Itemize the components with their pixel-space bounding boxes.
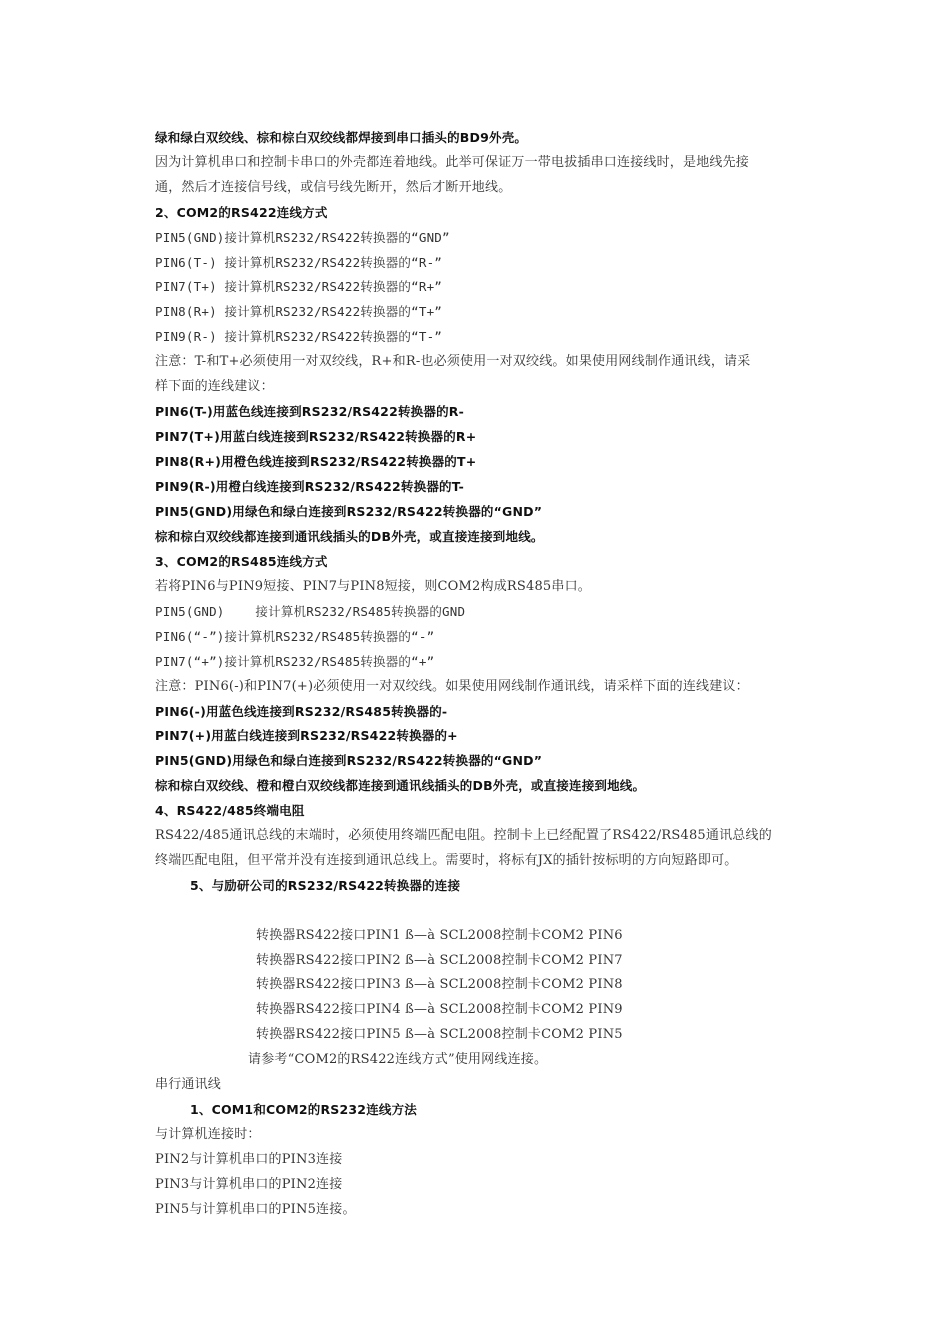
text-line: PIN6(T-) 接计算机RS232/RS422转换器的“R-” <box>155 255 443 270</box>
text-line: 转换器RS422接口PIN5 ß—à SCL2008控制卡COM2 PIN5 <box>256 1027 623 1042</box>
text-line: PIN3与计算机串口的PIN2连接 <box>155 1177 343 1192</box>
text-line: PIN8(R+)用橙色线连接到RS232/RS422转换器的T+ <box>155 454 477 469</box>
text-line: PIN5(GND) 接计算机RS232/RS485转换器的GND <box>155 604 466 619</box>
section-heading: 1、COM1和COM2的RS232连线方法 <box>190 1102 417 1117</box>
text-line: 转换器RS422接口PIN2 ß—à SCL2008控制卡COM2 PIN7 <box>256 953 623 968</box>
text-line: PIN5(GND)用绿色和绿白连接到RS232/RS422转换器的“GND” <box>155 504 543 519</box>
text-line: 棕和棕白双绞线都连接到通讯线插头的DB外壳，或直接连接到地线。 <box>155 529 544 544</box>
text-line: 绿和绿白双绞线、棕和棕白双绞线都焊接到串口插头的BD9外壳。 <box>155 130 528 145</box>
text-line: PIN6(-)用蓝色线连接到RS232/RS485转换器的- <box>155 704 448 719</box>
text-line: PIN6(“-”)接计算机RS232/RS485转换器的“-” <box>155 629 435 644</box>
text-line: 与计算机连接时： <box>155 1127 261 1142</box>
text-line: 棕和棕白双绞线、橙和橙白双绞线都连接到通讯线插头的DB外壳，或直接连接到地线。 <box>155 778 646 793</box>
text-line: PIN5(GND)用绿色和绿白连接到RS232/RS422转换器的“GND” <box>155 753 543 768</box>
section-heading: 4、RS422/485终端电阻 <box>155 803 305 818</box>
text-line: PIN7(“+”)接计算机RS232/RS485转换器的“+” <box>155 654 435 669</box>
text-line: 因为计算机串口和控制卡串口的外壳都连着地线。此举可保证万一带电拔插串口连接线时，是地线先接 <box>155 155 750 170</box>
text-line: PIN7(+)用蓝白线连接到RS232/RS422转换器的+ <box>155 728 458 743</box>
section-heading: 2、COM2的RS422连线方式 <box>155 205 328 220</box>
text-line: 若将PIN6与PIN9短接、PIN7与PIN8短接，则COM2构成RS485串口。 <box>155 579 592 594</box>
text-line: PIN8(R+) 接计算机RS232/RS422转换器的“T+” <box>155 304 443 319</box>
text-line: PIN5与计算机串口的PIN5连接。 <box>155 1202 356 1217</box>
text-line: 终端匹配电阻，但平常并没有连接到通讯总线上。需要时，将标有JX的插针按标明的方向短路即可。 <box>155 853 738 868</box>
section-heading: 5、与励研公司的RS232/RS422转换器的连接 <box>190 878 461 893</box>
text-line: PIN9(R-)用橙白线连接到RS232/RS422转换器的T- <box>155 479 464 494</box>
text-line: 转换器RS422接口PIN1 ß—à SCL2008控制卡COM2 PIN6 <box>256 928 623 943</box>
text-line: 样下面的连线建议： <box>155 379 274 394</box>
text-line: PIN5(GND)接计算机RS232/RS422转换器的“GND” <box>155 230 450 245</box>
text-line: 通，然后才连接信号线，或信号线先断开，然后才断开地线。 <box>155 180 512 195</box>
text-line: 串行通讯线 <box>155 1077 222 1092</box>
text-line: PIN6(T-)用蓝色线连接到RS232/RS422转换器的R- <box>155 404 464 419</box>
text-line: 转换器RS422接口PIN3 ß—à SCL2008控制卡COM2 PIN8 <box>256 977 623 992</box>
text-line: PIN7(T+)用蓝白线连接到RS232/RS422转换器的R+ <box>155 429 477 444</box>
text-line: 请参考“COM2的RS422连线方式”使用网线连接。 <box>248 1052 548 1067</box>
section-heading: 3、COM2的RS485连线方式 <box>155 554 328 569</box>
text-line: PIN9(R-) 接计算机RS232/RS422转换器的“T-” <box>155 329 443 344</box>
text-line: 注意：T-和T+必须使用一对双绞线，R+和R-也必须使用一对双绞线。如果使用网线制作通讯线，请采 <box>155 354 751 369</box>
text-line: 注意：PIN6(-)和PIN7(+)必须使用一对双绞线。如果使用网线制作通讯线，请采样下面的连线建议： <box>155 679 749 694</box>
text-line: PIN7(T+) 接计算机RS232/RS422转换器的“R+” <box>155 279 443 294</box>
text-line: RS422/485通讯总线的末端时，必须使用终端匹配电阻。控制卡上已经配置了RS422/RS485通讯总线的 <box>155 828 772 843</box>
text-line: PIN2与计算机串口的PIN3连接 <box>155 1152 343 1167</box>
text-line: 转换器RS422接口PIN4 ß—à SCL2008控制卡COM2 PIN9 <box>256 1002 623 1017</box>
